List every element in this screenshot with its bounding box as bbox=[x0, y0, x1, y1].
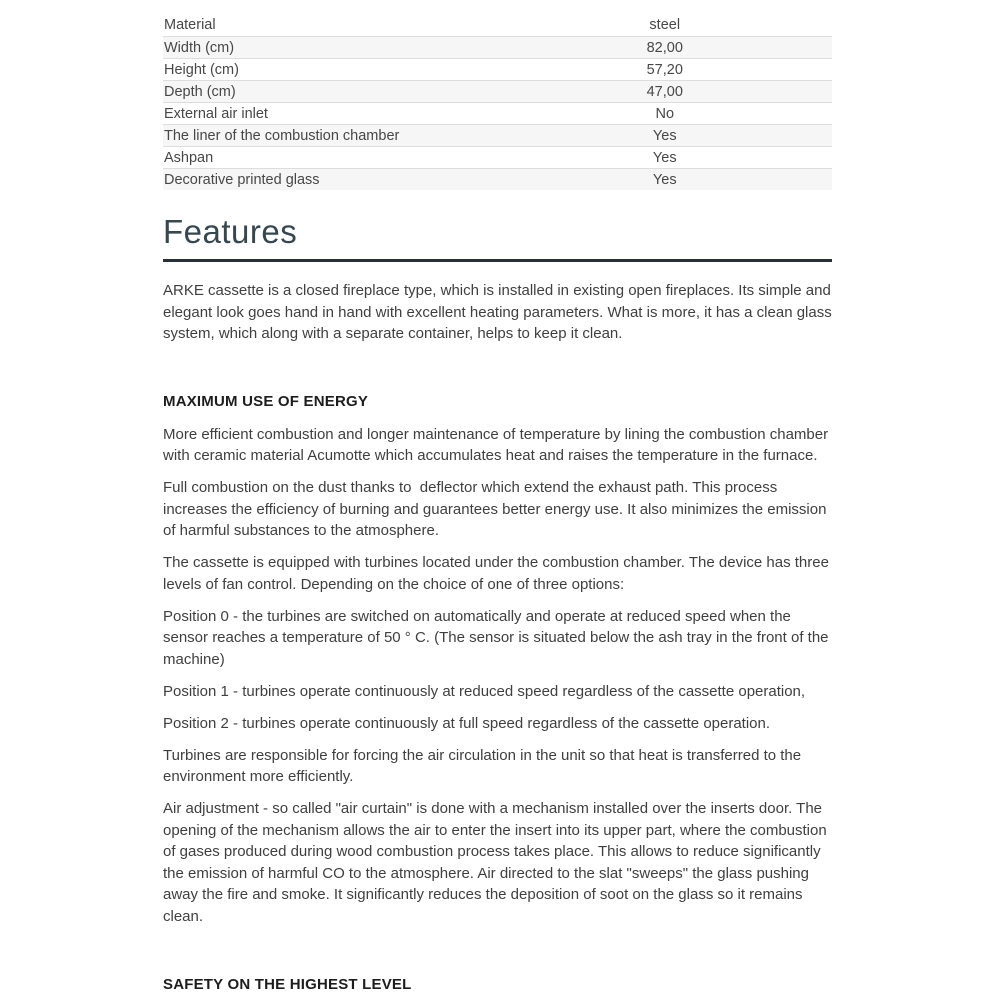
spec-label: Decorative printed glass bbox=[164, 171, 320, 188]
spec-row-depth bbox=[163, 80, 832, 102]
paragraph-position-2: Position 2 - turbines operate continuously at full speed regardless of the cassette operation. bbox=[163, 714, 771, 732]
paragraph-turbines-circulation: Turbines are responsible for forcing the air circulation in the unit so that heat is transferred to the environment more efficiently. bbox=[163, 746, 806, 785]
spec-value: 82,00 bbox=[646, 39, 683, 56]
spec-label: Width (cm) bbox=[164, 39, 235, 56]
spec-value: 57,20 bbox=[646, 61, 683, 78]
features-section bbox=[163, 190, 836, 1006]
spec-label: Height (cm) bbox=[164, 61, 239, 78]
spec-value: steel bbox=[649, 17, 681, 33]
paragraph-position-0: Position 0 - the turbines are switched on automatically and operate at reduced speed when the sensor reaches a temperature of 50 ° C. (The sensor is situated below the ash tray in the front of the machine) bbox=[163, 607, 833, 668]
features-intro-paragraph: ARKE cassette is a closed fireplace type, which is installed in existing open fireplaces. Its simple and elegant look goes hand in hand with excellent heating parameters. What is more, it has a clean glass system, which along with a separate container, helps to keep it clean. bbox=[163, 282, 836, 342]
spec-label: The liner of the combustion chamber bbox=[164, 127, 400, 144]
section-heading-maximum-energy: MAXIMUM USE OF ENERGY bbox=[163, 393, 369, 410]
spec-row-width bbox=[163, 36, 832, 58]
features-title: Features bbox=[163, 213, 298, 250]
paragraph-turbines-levels: The cassette is equipped with turbines located under the combustion chamber. The device has three levels of fan control. Depending on the choice of one of three options: bbox=[163, 554, 834, 593]
spec-value: Yes bbox=[652, 149, 677, 166]
spec-row-decorative-glass bbox=[163, 168, 832, 190]
spec-value: Yes bbox=[652, 127, 677, 144]
spec-row-combustion-liner bbox=[163, 124, 832, 146]
spec-table bbox=[163, 14, 832, 190]
spec-value: Yes bbox=[652, 171, 677, 188]
spec-label: Depth (cm) bbox=[164, 83, 236, 100]
spec-label: External air inlet bbox=[164, 105, 268, 122]
paragraph-air-adjustment: Air adjustment - so called "air curtain" is done with a mechanism installed over the inserts door. The opening of the mechanism allows the air to enter the insert into its upper part, where the combustion of gases produced during wood combustion process takes place. This allows to reduce significantly the emission of harmful CO to the atmosphere. Air directed to the slat "sweeps" the glass pushing away the fire and smoke. It significantly reduces the deposition of soot on the glass so it remains clean. bbox=[163, 800, 831, 925]
spec-value: No bbox=[655, 105, 675, 122]
features-divider-rule bbox=[163, 259, 832, 262]
spec-label: Ashpan bbox=[164, 149, 214, 166]
spec-row-external-air-inlet bbox=[163, 102, 832, 124]
paragraph-position-1: Position 1 - turbines operate continuously at reduced speed regardless of the cassette operation, bbox=[163, 682, 806, 700]
paragraph-deflector: Full combustion on the dust thanks to deflector which extend the exhaust path. This process increases the efficiency of burning and guarantees better energy use. It also minimizes the emission of harmful substances to the atmosphere. bbox=[163, 479, 831, 539]
paragraph-acumotte: More efficient combustion and longer maintenance of temperature by lining the combustion chamber with ceramic material Acumotte which accumulates heat and raises the temperature in the furnace. bbox=[163, 425, 833, 464]
spec-value: 47,00 bbox=[646, 83, 683, 100]
spec-row-ashpan bbox=[163, 146, 832, 168]
spec-row-height bbox=[163, 58, 832, 80]
spec-row-material bbox=[163, 14, 832, 36]
section-heading-safety: SAFETY ON THE HIGHEST LEVEL bbox=[163, 975, 412, 993]
spec-label: Material bbox=[164, 17, 216, 33]
page-content bbox=[163, 0, 836, 1006]
